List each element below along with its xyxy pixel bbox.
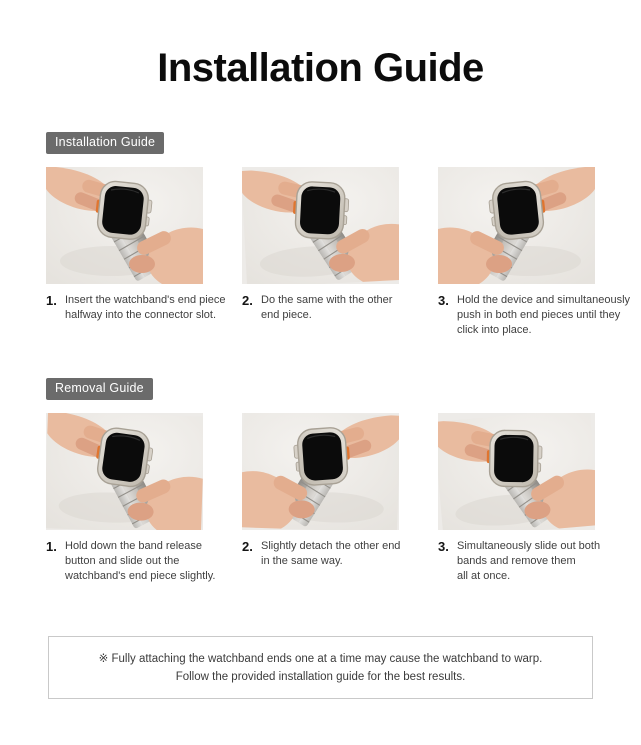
step-caption	[438, 539, 601, 584]
removal-step-1-photo	[46, 413, 203, 530]
installation-step-2-photo	[242, 167, 399, 284]
step-number: 1.	[46, 539, 57, 554]
step-text: Hold down the band release button and slide out the watchband's end piece slightly.	[65, 540, 216, 582]
step-number: 1.	[46, 293, 57, 308]
removal-step-3	[438, 413, 601, 584]
installation-step-3	[438, 167, 631, 338]
watchband-step-illustration	[438, 167, 595, 284]
step-caption	[46, 539, 216, 584]
installation-section-badge: Installation Guide	[46, 132, 164, 154]
watchband-step-illustration	[438, 413, 595, 530]
step-number: 3.	[438, 539, 449, 554]
step-caption	[242, 539, 399, 569]
step-caption	[242, 293, 399, 323]
step-text: Simultaneously slide out both bands and remove them all at once.	[457, 540, 601, 582]
removal-section-badge: Removal Guide	[46, 378, 153, 400]
step-number: 2.	[242, 539, 253, 554]
installation-step-2	[242, 167, 399, 323]
step-number: 3.	[438, 293, 449, 308]
step-caption	[438, 293, 631, 338]
watchband-step-illustration	[46, 413, 203, 530]
removal-step-3-photo	[438, 413, 595, 530]
removal-step-1	[46, 413, 216, 584]
page-title: Installation Guide	[157, 46, 484, 90]
installation-step-3-photo	[438, 167, 595, 284]
note-line-2: Follow the provided installation guide for the best results.	[175, 670, 466, 683]
step-text: Insert the watchband's end piece halfway into the connector slot.	[65, 294, 226, 321]
note-box	[48, 636, 593, 699]
watchband-step-illustration	[46, 167, 203, 284]
step-text: Slightly detach the other end in the same way.	[261, 540, 401, 567]
installation-step-1-photo	[46, 167, 203, 284]
watchband-step-illustration	[242, 413, 399, 530]
installation-steps-row	[0, 167, 641, 338]
removal-step-2-photo	[242, 413, 399, 530]
watchband-step-illustration	[242, 167, 399, 284]
removal-steps-row	[0, 413, 641, 584]
step-text: Do the same with the other end piece.	[261, 294, 393, 321]
step-caption	[46, 293, 226, 323]
step-text: Hold the device and simultaneously push in both end pieces until they click into place.	[457, 294, 631, 336]
removal-step-2	[242, 413, 399, 569]
step-number: 2.	[242, 293, 253, 308]
note-line-1: ※ Fully attaching the watchband ends one at a time may cause the watchband to warp.	[98, 653, 543, 665]
installation-step-1	[46, 167, 226, 323]
